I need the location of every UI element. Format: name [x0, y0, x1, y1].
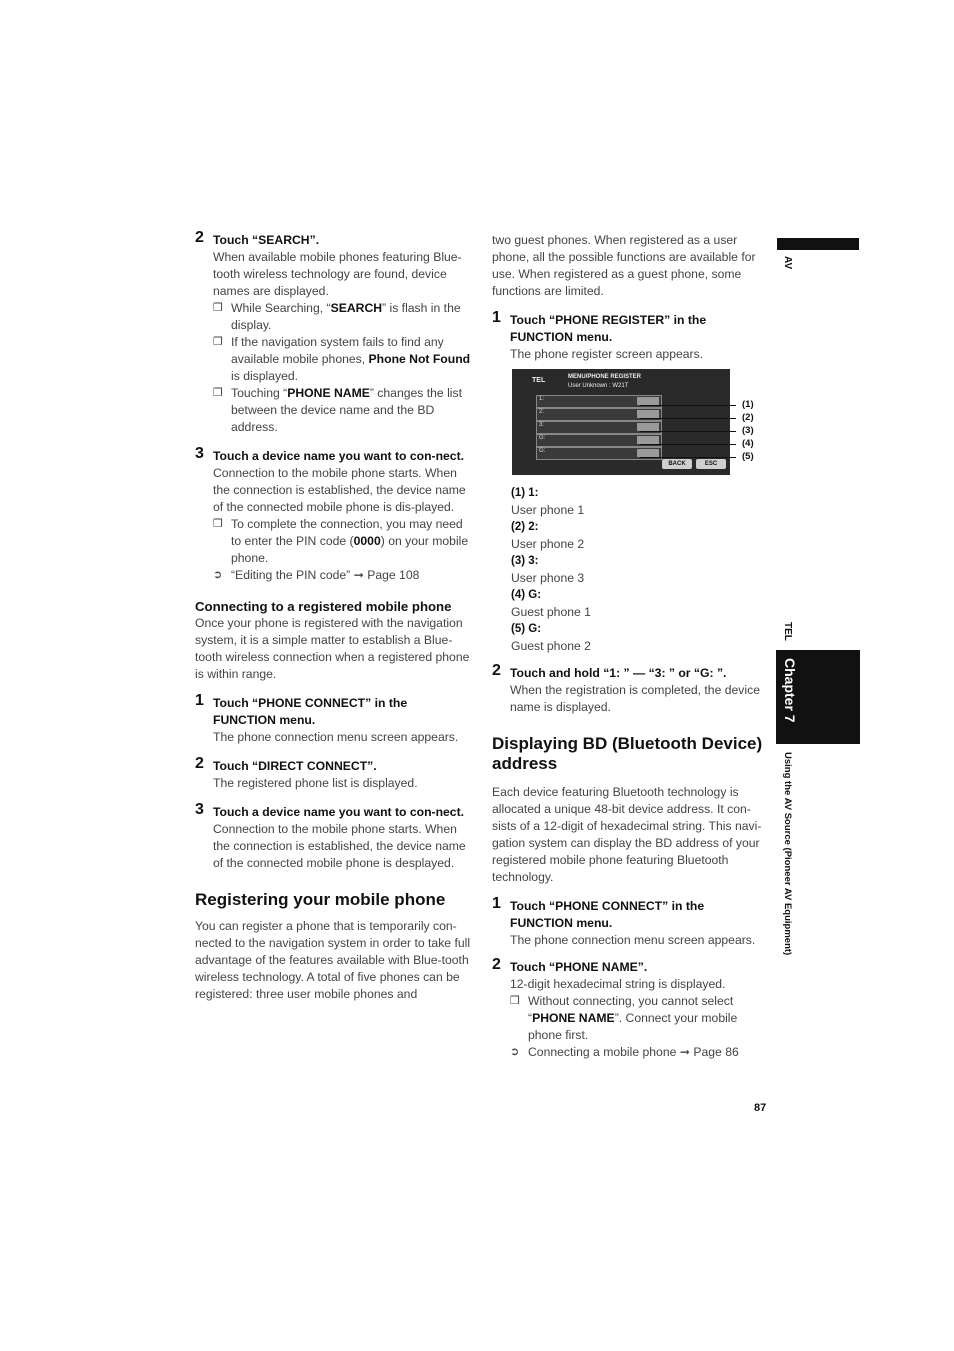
- note-item: ❒ If the navigation system fails to find any available mobile phones, Phone Not Found is displayed.: [213, 335, 471, 383]
- chapter-label: Chapter 7: [782, 658, 798, 723]
- note-item: ❒ To complete the connection, you may need to enter the PIN code (0000) on your mobile phone.: [213, 517, 469, 565]
- paragraph: two guest phones. When registered as a user phone, all the possible functions are available for use. When registered as a guest phone, some functions are limited.: [492, 233, 756, 298]
- section-heading: Registering your mobile phone: [195, 890, 446, 909]
- screen-row: 1:: [536, 395, 662, 408]
- step-body: Connection to the mobile phone starts. When the connection is established, the device name of the connected mobile phone is desplayed.: [213, 822, 466, 870]
- side-tab-bar: [777, 238, 859, 250]
- delete-button: [637, 397, 659, 405]
- legend-text: User phone 3: [511, 571, 585, 585]
- screen-subtitle: User Unknown : W21T: [568, 383, 629, 389]
- step-phone-connect: [195, 692, 473, 746]
- note-checkbox-icon: ❒: [213, 387, 223, 399]
- note-checkbox-icon: ❒: [213, 302, 223, 314]
- step-heading: Touch “PHONE CONNECT” in the FUNCTION menu.: [213, 696, 408, 727]
- note-checkbox-icon: ❒: [213, 518, 223, 530]
- paragraph: You can register a phone that is temporarily con-nected to the navigation system in order to take full advantage of the features available with Blue-tooth wireless technology. A total of five phones can be registered: three user mobile phones and: [195, 919, 471, 1001]
- step-body: Connection to the mobile phone starts. When the connection is established, the device name of the connected mobile phone is dis-played.: [213, 466, 466, 514]
- delete-button: [637, 410, 659, 418]
- step-number: 1: [492, 309, 501, 326]
- note-item: ❒ While Searching, “SEARCH” is flash in the display.: [213, 301, 461, 332]
- step-heading: Touch “SEARCH”.: [213, 233, 320, 247]
- back-button: BACK: [662, 459, 692, 469]
- callout-line: [640, 444, 736, 445]
- subsection-heading: Connecting to a registered mobile phone: [195, 599, 452, 614]
- paragraph: Once your phone is registered with the navigation system, it is a simple matter to establish a Blue-tooth wireless connection when a registered phone is within range.: [195, 616, 470, 681]
- step-number: 2: [195, 229, 204, 246]
- step-touch-device-2: [195, 801, 473, 872]
- step-heading: Touch “PHONE REGISTER” in the FUNCTION menu.: [510, 313, 707, 344]
- chapter-tab: [776, 650, 860, 744]
- step-phone-connect-2: [492, 895, 770, 949]
- step-body: The phone register screen appears.: [510, 347, 704, 361]
- delete-button: [637, 449, 659, 457]
- step-number: 2: [492, 956, 501, 973]
- page-number: 87: [754, 1102, 767, 1114]
- screen-row: G:: [536, 447, 662, 460]
- legend-text: Guest phone 2: [511, 639, 591, 653]
- legend-label: (5) G:: [511, 623, 542, 635]
- step-touch-device: [195, 445, 473, 584]
- note-checkbox-icon: ❒: [510, 995, 520, 1007]
- step-search: [195, 229, 473, 436]
- esc-button: ESC: [696, 459, 726, 469]
- screen-row: 2:: [536, 408, 662, 421]
- reference-item: ➲ Connecting a mobile phone ➞ Page 86: [510, 1045, 739, 1059]
- side-label-av: AV: [782, 256, 793, 270]
- screen-row: 3:: [536, 421, 662, 434]
- legend-label: (1) 1:: [511, 487, 539, 499]
- legend-text: Guest phone 1: [511, 605, 591, 619]
- note-checkbox-icon: ❒: [213, 336, 223, 348]
- screen-row: G:: [536, 434, 662, 447]
- step-heading: Touch and hold “1: ” — “3: ” or “G: ”.: [510, 666, 727, 680]
- section-heading: Displaying BD (Bluetooth Device) address: [492, 734, 763, 773]
- step-body: When the registration is completed, the device name is displayed.: [510, 683, 760, 714]
- step-touch-hold: [492, 662, 770, 716]
- step-body: 12-digit hexadecimal string is displayed.: [510, 977, 726, 991]
- step-number: 2: [195, 755, 204, 772]
- legend-text: User phone 1: [511, 503, 585, 517]
- reference-arrow-icon: ➲: [213, 569, 223, 581]
- step-body: The registered phone list is displayed.: [213, 776, 418, 790]
- step-body: The phone connection menu screen appears.: [213, 730, 459, 744]
- callout-line: [640, 431, 736, 432]
- right-column: [492, 232, 770, 1061]
- callout-line: [640, 418, 736, 419]
- step-heading: Touch “PHONE CONNECT” in the FUNCTION menu.: [510, 899, 705, 930]
- left-column: [195, 229, 473, 1003]
- screen-figure: [492, 369, 770, 475]
- callout-line: [640, 405, 736, 406]
- step-number: 1: [195, 692, 204, 709]
- step-phone-register: [492, 309, 770, 363]
- legend-label: (4) G:: [511, 589, 542, 601]
- tel-icon: TEL: [532, 377, 546, 384]
- phone-register-screenshot: [512, 369, 730, 475]
- step-heading: Touch “DIRECT CONNECT”.: [213, 759, 377, 773]
- legend-label: (3) 3:: [511, 555, 539, 567]
- legend-label: (2) 2:: [511, 521, 539, 533]
- delete-button: [637, 423, 659, 431]
- callout-line: [640, 457, 736, 458]
- callout-label: (2): [742, 412, 754, 423]
- side-label-tel: TEL: [782, 622, 793, 641]
- legend-text: User phone 2: [511, 537, 585, 551]
- note-item: ❒ Without connecting, you cannot select “PHONE NAME”. Connect your mobile phone first.: [510, 994, 738, 1042]
- callout-label: (5): [742, 451, 754, 462]
- step-phone-name: [492, 956, 770, 1061]
- step-number: 3: [195, 445, 204, 462]
- step-direct-connect: [195, 755, 473, 792]
- callout-label: (1): [742, 399, 754, 410]
- screen-title: MENU/PHONE REGISTER: [568, 374, 642, 380]
- callout-label: (3): [742, 425, 754, 436]
- delete-button: [637, 436, 659, 444]
- step-body: The phone connection menu screen appears.: [510, 933, 756, 947]
- legend-list: [492, 485, 770, 655]
- step-number: 3: [195, 801, 204, 818]
- step-body: When available mobile phones featuring Blue-tooth wireless technology are found, device names are displayed.: [213, 250, 462, 298]
- side-label-section: Using the AV Source (Pioneer AV Equipment): [782, 752, 793, 956]
- paragraph: Each device featuring Bluetooth technology is allocated a unique 48-bit device address. It con-sists of a 12-digit of hexadecimal string. This navi-gation system can display the BD address of your registered mobile phone featuring Bluetooth technology.: [492, 785, 762, 884]
- step-number: 2: [492, 662, 501, 679]
- step-heading: Touch “PHONE NAME”.: [510, 960, 648, 974]
- note-item: ❒ Touching “PHONE NAME” changes the list between the device name and the BD address.: [213, 386, 462, 434]
- step-heading: Touch a device name you want to con-nect.: [213, 805, 465, 819]
- reference-item: ➲ “Editing the PIN code” ➞ Page 108: [213, 568, 420, 582]
- reference-arrow-icon: ➲: [510, 1046, 520, 1058]
- callout-label: (4): [742, 438, 754, 449]
- step-number: 1: [492, 895, 501, 912]
- step-heading: Touch a device name you want to con-nect.: [213, 449, 465, 463]
